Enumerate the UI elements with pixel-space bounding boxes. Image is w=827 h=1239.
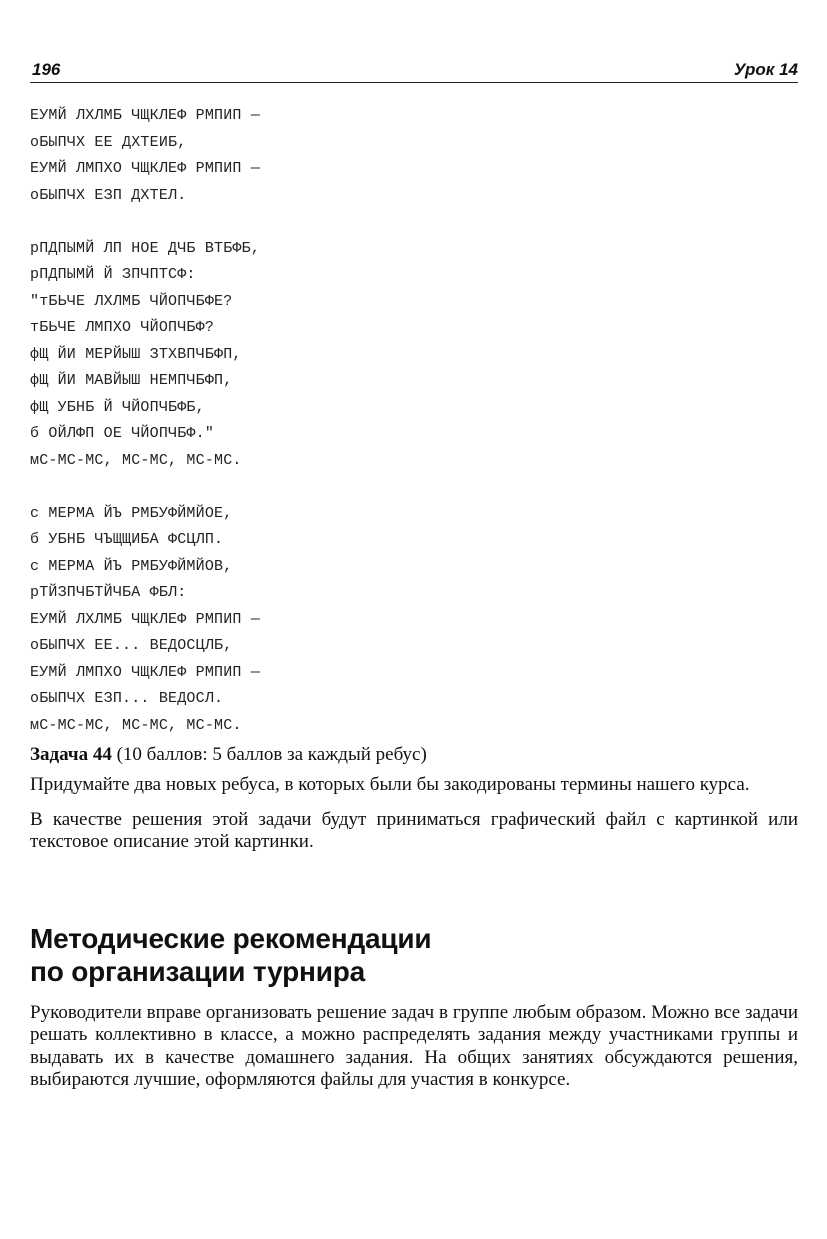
section-heading-line: Методические рекомендации bbox=[30, 922, 432, 954]
page-number: 196 bbox=[32, 60, 61, 79]
task-title bbox=[30, 743, 798, 767]
poem-line: фЩ ЙИ МАВЙЫШ НЕМПЧБФП, bbox=[30, 372, 233, 389]
running-head bbox=[30, 58, 798, 83]
poem-line: мС-МС-МС, МС-МС, МС-МС. bbox=[30, 451, 242, 469]
task-points: (10 баллов: 5 баллов за каждый ребус) bbox=[116, 744, 427, 765]
poem-line: б ОЙЛФП ОЕ ЧЙОПЧБФ." bbox=[30, 425, 215, 442]
section-paragraph: Руководители вправе организовать решение задач в группе любым образом. Можно все задачи решать коллективно в классе, а можно распределять задания между участниками группы и выдавать их в качестве домашнего задания. На общих занятиях обсуждаются решения, выбираются лучшие, оформляются файлы для участия в конкурсе. bbox=[30, 1001, 798, 1090]
poem-blank-line bbox=[30, 474, 798, 501]
chapter-title: Урок 14 bbox=[733, 60, 798, 79]
poem-line: ЕУМЙ ЛХЛМБ ЧЩКЛЕФ РМПИП — bbox=[30, 107, 261, 124]
poem-line: мС-МС-МС, МС-МС, МС-МС. bbox=[30, 716, 242, 734]
poem-line: тБЬЧЕ ЛМПХО ЧЙОПЧБФ? bbox=[30, 319, 215, 336]
section-heading bbox=[30, 922, 798, 988]
poem-line: фЩ УБНБ Й ЧЙОПЧБФБ, bbox=[30, 398, 205, 416]
poem-line: ЕУМЙ ЛМПХО ЧЩКЛЕФ РМПИП — bbox=[30, 663, 261, 681]
task-paragraph: Придумайте два новых ребуса, в которых были бы закодированы термины нашего курса. bbox=[30, 774, 750, 795]
poem-line: рПДПЫМЙ Й ЗПЧПТСФ: bbox=[30, 266, 196, 283]
poem-blank-line bbox=[30, 209, 798, 236]
section-heading-line: по организации турнира bbox=[30, 955, 366, 987]
task-label: Задача 44 bbox=[30, 744, 112, 765]
task-paragraph: В качестве решения этой задачи будут приниматься графический файл с картинкой или текстовое описание этой картинки. bbox=[30, 808, 798, 852]
poem-line: оБЫПЧХ ЕЗП ДХТЕЛ. bbox=[30, 186, 187, 204]
poem-line: фЩ ЙИ МЕРЙЫШ ЗТХВПЧБФП, bbox=[30, 345, 242, 363]
poem-line: б УБНБ ЧЪЩЩИБА ФСЦЛП. bbox=[30, 531, 224, 548]
encoded-poem bbox=[30, 103, 798, 739]
poem-line: ЕУМЙ ЛХЛМБ ЧЩКЛЕФ РМПИП — bbox=[30, 610, 261, 628]
poem-line: рТЙЗПЧБТЙЧБА ФБЛ: bbox=[30, 584, 187, 601]
poem-line: ЕУМЙ ЛМПХО ЧЩКЛЕФ РМПИП — bbox=[30, 160, 261, 177]
poem-line: оБЫПЧХ ЕЕ... ВЕДОСЦЛБ, bbox=[30, 637, 233, 654]
poem-line: с МЕРМА ЙЪ РМБУФЙМЙОВ, bbox=[30, 557, 233, 575]
page bbox=[30, 58, 798, 1092]
poem-line: с МЕРМА ЙЪ РМБУФЙМЙОЕ, bbox=[30, 504, 233, 522]
poem-line: рПДПЫМЙ ЛП НОЕ ДЧБ ВТБФБ, bbox=[30, 239, 261, 257]
poem-line: "тБЬЧЕ ЛХЛМБ ЧЙОПЧБФЕ? bbox=[30, 292, 233, 310]
poem-line: оБЫПЧХ ЕЗП... ВЕДОСЛ. bbox=[30, 690, 224, 707]
poem-line: оБЫПЧХ ЕЕ ДХТЕИБ, bbox=[30, 133, 187, 151]
